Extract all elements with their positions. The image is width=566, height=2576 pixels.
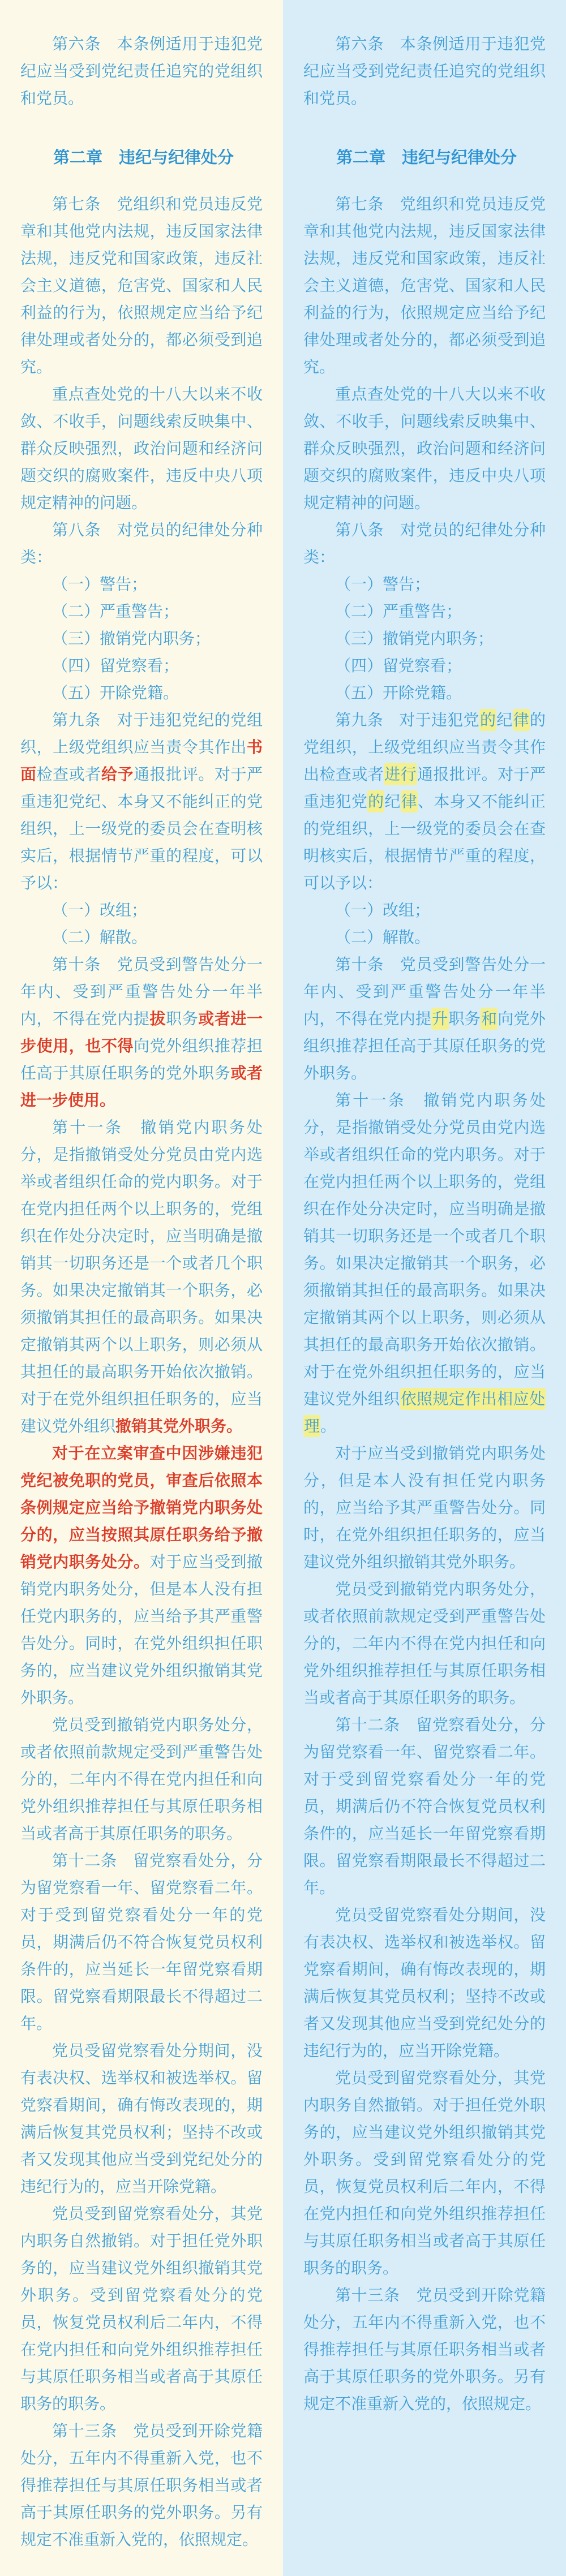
- paragraph: [20, 951, 263, 1114]
- paragraph: [20, 1847, 263, 2037]
- text-run: 第十一条 撤销党内职务处分，是指撤销受处分党员由党内选举或者组织任命的党内职务。对于在党内担任两个以上职务的，党组织在作处分决定时，应当明确是撤销其一切职务还是一个或者几个职务。如果决定撤销其一个职务，必须撤销其担任的最高职务。如果决定撤销其两个以上职务，则必须从其担任的最高职务开始依次撤销。对于在党外组织担任职务的，应当建议党外组织: [20, 1118, 263, 1435]
- text-run: 向党外组织推荐担任高于其原任职务的党外职务: [20, 1037, 263, 1082]
- paragraph: [303, 1576, 546, 1711]
- removed-text: 给予: [101, 765, 134, 784]
- text-run: （二）解散。: [335, 928, 431, 947]
- paragraph: [20, 191, 263, 381]
- list-item: [303, 924, 546, 951]
- text-run: （四）留党察看；: [52, 656, 179, 675]
- text-run: 通报批评。对于严重违犯党纪、本身又不能纠正的党组织，上一级党的委员会在查明核实后，根据情节严重的程度，可以予以：: [20, 765, 263, 892]
- text-run: 第二章 违纪与纪律处分: [336, 148, 517, 167]
- text-run: 第九条 对于违犯党纪的党组织，上级党组织应当责令其作出: [20, 711, 263, 756]
- text-run: 职务: [166, 1009, 199, 1028]
- text-run: 第八条 对党员的纪律处分种类：: [20, 521, 263, 566]
- paragraph: [20, 2037, 263, 2200]
- text-run: 第八条 对党员的纪律处分种类：: [303, 521, 546, 566]
- text-run: 的党组织，上级党组织应当责令其作出检查或者: [303, 711, 546, 784]
- text-run: （二）严重警告；: [335, 602, 462, 621]
- paragraph: [20, 517, 263, 571]
- text-run: （五）开除党籍。: [335, 683, 462, 702]
- list-item: [20, 924, 263, 951]
- added-text-highlight: 进行: [384, 763, 417, 785]
- text-run: 第十二条 留党察看处分，分为留党察看一年、留党察看二年。对于受到留党察看处分一年的党员，期满后仍不符合恢复党员权利条件的，应当延长一年留党察看期限。留党察看期限最长不得超过二年。: [20, 1851, 263, 2033]
- text-run: 党员受留党察看处分期间，没有表决权、选举权和被选举权。留党察看期间，确有悔改表现的，期满后恢复其党员权利；坚持不改或者又发现其他应当受到党纪处分的违纪行为的，应当开除党籍。: [20, 2041, 263, 2196]
- text-run: 第十一条 撤销党内职务处分，是指撤销受处分党员由党内选举或者组织任命的党内职务。对于在党内担任两个以上职务的，党组织在作处分决定时，应当明确是撤销其一切职务还是一个或者几个职务。如果决定撤销其一个职务，必须撤销其担任的最高职务。如果决定撤销其两个以上职务，则必须从其担任的最高职务开始依次撤销。对于在党外组织担任职务的，应当建议党外组织: [303, 1091, 546, 1408]
- text-run: （一）改组；: [52, 901, 148, 919]
- text-run: 第九条 对于违犯党: [335, 711, 479, 729]
- paragraph: [303, 31, 546, 112]
- text-run: 通报批评。对于严重违犯党: [303, 765, 546, 811]
- text-run: 第十二条 留党察看处分，分为留党察看一年、留党察看二年。对于受到留党察看处分一年的党员，期满后仍不符合恢复党员权利条件的，应当延长一年留党察看期限。留党察看期限最长不得超过二年。: [303, 1715, 546, 1897]
- text-run: （一）警告；: [335, 575, 431, 594]
- text-run: （二）严重警告；: [52, 602, 179, 621]
- list-item: [303, 598, 546, 625]
- added-text-highlight: 依照规定作出相应处理: [303, 1388, 546, 1437]
- text-run: 第七条 党组织和党员违反党章和其他党内法规，违反国家法律法规，违反党和国家政策，违反社会主义道德，危害党、国家和人民利益的行为，依照规定应当给予纪律处理或者处分的，都必须受到追究。: [303, 195, 546, 376]
- text-run: 第十条 党员受到警告处分一年内、受到严重警告处分一年半内，不得在党内提: [303, 955, 546, 1028]
- paragraph: [303, 1902, 546, 2065]
- text-run: （五）开除党籍。: [52, 683, 179, 702]
- paragraph: [303, 191, 546, 381]
- added-text-highlight: 升: [431, 1008, 448, 1030]
- list-item: [303, 571, 546, 598]
- text-run: 、本身又不能纠正的党组织，上一级党的委员会在查明核实后，根据情节严重的程度，可以予以：: [303, 792, 546, 892]
- list-item: [303, 652, 546, 680]
- text-run: 重点查处党的十八大以来不收敛、不收手，问题线索反映集中、群众反映强烈，政治问题和经济问题交织的腐败案件，违反中央八项规定精神的问题。: [303, 385, 546, 512]
- paragraph: [303, 1087, 546, 1440]
- text-run: 党员受到撤销党内职务处分，或者依照前款规定受到严重警告处分的，二年内不得在党内担任和向党外组织推荐担任与其原任职务相当或者高于其原任职务的职务。: [303, 1580, 546, 1707]
- paragraph: [20, 1440, 263, 1711]
- paragraph: [303, 1440, 546, 1576]
- text-run: 对于应当受到撤销党内职务处分，但是本人没有担任党内职务的，应当给予其严重警告处分。同时，在党外组织担任职务的，应当建议党外组织撤销其党外职务。: [20, 1553, 263, 1707]
- paragraph: [20, 381, 263, 517]
- paragraph: [20, 31, 263, 112]
- text-run: 第二章 违纪与纪律处分: [53, 148, 234, 167]
- removed-text: 拔: [149, 1009, 166, 1028]
- text-run: 检查或者: [36, 765, 101, 784]
- added-text-highlight: 的: [367, 790, 384, 812]
- paragraph: [303, 707, 546, 897]
- text-run: （四）留党察看；: [335, 656, 462, 675]
- text-run: （三）撤销党内职务；: [52, 629, 211, 648]
- paragraph: [303, 2282, 546, 2418]
- text-run: 向党外组织推荐担任高于其原任职务的党外职务。: [303, 1009, 546, 1082]
- paragraph: [20, 2418, 263, 2553]
- text-run: 第六条 本条例适用于违犯党纪应当受到党纪责任追究的党组织和党员。: [20, 35, 263, 107]
- text-run: 第七条 党组织和党员违反党章和其他党内法规，违反国家法律法规，违反党和国家政策，违反社会主义道德，危害党、国家和人民利益的行为，依照规定应当给予纪律处理或者处分的，都必须受到追究。: [20, 195, 263, 376]
- text-run: 职务: [448, 1009, 481, 1028]
- removed-text: 或者进一步使用，也不得: [20, 1009, 263, 1055]
- list-item: [303, 625, 546, 652]
- paragraph: [303, 2065, 546, 2282]
- paragraph: [20, 1114, 263, 1440]
- chapter-heading: [303, 144, 546, 171]
- text-run: 第十三条 党员受到开除党籍处分，五年内不得重新入党，也不得推荐担任与其原任职务相当或者高于其原任职务的党外职务。另有规定不准重新入党的，依照规定。: [20, 2422, 263, 2549]
- text-run: （二）解散。: [52, 928, 148, 947]
- text-run: 党员受留党察看处分期间，没有表决权、选举权和被选举权。留党察看期间，确有悔改表现的，期满后恢复其党员权利；坚持不改或者又发现其他应当受到党纪处分的违纪行为的，应当开除党籍。: [303, 1906, 546, 2060]
- text-run: （三）撤销党内职务；: [335, 629, 494, 648]
- removed-text: 撤销其党外职务。: [115, 1417, 243, 1435]
- text-run: （一）改组；: [335, 901, 431, 919]
- list-item: [303, 897, 546, 924]
- text-run: 对于应当受到撤销党内职务处分，但是本人没有担任党内职务的，应当给予其严重警告处分。同时，在党外组织担任职务的，应当建议党外组织撤销其党外职务。: [303, 1444, 546, 1571]
- list-item: [303, 680, 546, 707]
- added-text-highlight: 和: [481, 1008, 498, 1030]
- list-item: [20, 571, 263, 598]
- list-item: [20, 625, 263, 652]
- removed-text: 或者进一步使用。: [20, 1064, 263, 1109]
- list-item: [20, 652, 263, 680]
- text-run: 纪: [384, 792, 401, 811]
- text-run: 重点查处党的十八大以来不收敛、不收手，问题线索反映集中、群众反映强烈，政治问题和经济问题交织的腐败案件，违反中央八项规定精神的问题。: [20, 385, 263, 512]
- paragraph: [20, 2200, 263, 2418]
- added-text-highlight: 律: [401, 790, 418, 812]
- paragraph: [20, 707, 263, 897]
- text-run: 第十三条 党员受到开除党籍处分，五年内不得重新入党，也不得推荐担任与其原任职务相当或者高于其原任职务的党外职务。另有规定不准重新入党的，依照规定。: [303, 2286, 546, 2413]
- text-run: 党员受到留党察看处分，其党内职务自然撤销。对于担任党外职务的，应当建议党外组织撤销其党外职务。受到留党察看处分的党员，恢复党员权利后二年内，不得在党内担任和向党外组织推荐担任与其原任职务相当或者高于其原任职务的职务。: [303, 2068, 546, 2277]
- text-run: 。: [320, 1417, 337, 1435]
- paragraph: [303, 517, 546, 571]
- list-item: [20, 598, 263, 625]
- chapter-heading: [20, 144, 263, 171]
- paragraph: [20, 1711, 263, 1847]
- text-run: 党员受到留党察看处分，其党内职务自然撤销。对于担任党外职务的，应当建议党外组织撤销其党外职务。受到留党察看处分的党员，恢复党员权利后二年内，不得在党内担任和向党外组织推荐担任与其原任职务相当或者高于其原任职务的职务。: [20, 2204, 263, 2413]
- paragraph: [303, 951, 546, 1087]
- text-run: 党员受到撤销党内职务处分，或者依照前款规定受到严重警告处分的，二年内不得在党内担任和向党外组织推荐担任与其原任职务相当或者高于其原任职务的职务。: [20, 1715, 263, 1843]
- list-item: [20, 897, 263, 924]
- text-run: 第六条 本条例适用于违犯党纪应当受到党纪责任追究的党组织和党员。: [303, 35, 546, 107]
- added-text-highlight: 律: [513, 709, 530, 731]
- text-run: （一）警告；: [52, 575, 148, 594]
- text-run: 纪: [496, 711, 513, 729]
- list-item: [20, 680, 263, 707]
- removed-text: 书面: [20, 738, 263, 784]
- right-document-pane: [283, 0, 566, 2576]
- paragraph: [303, 381, 546, 517]
- text-run: 第十条 党员受到警告处分一年内、受到严重警告处分一年半内，不得在党内提: [20, 955, 263, 1028]
- removed-text: 对于在立案审查中因涉嫌违犯党纪被免职的党员，审查后依照本条例规定应当给予撤销党内职务处分的，应当按照其原任职务给予撤销党内职务处分。: [20, 1444, 263, 1571]
- added-text-highlight: 的: [479, 709, 496, 731]
- paragraph: [303, 1711, 546, 1902]
